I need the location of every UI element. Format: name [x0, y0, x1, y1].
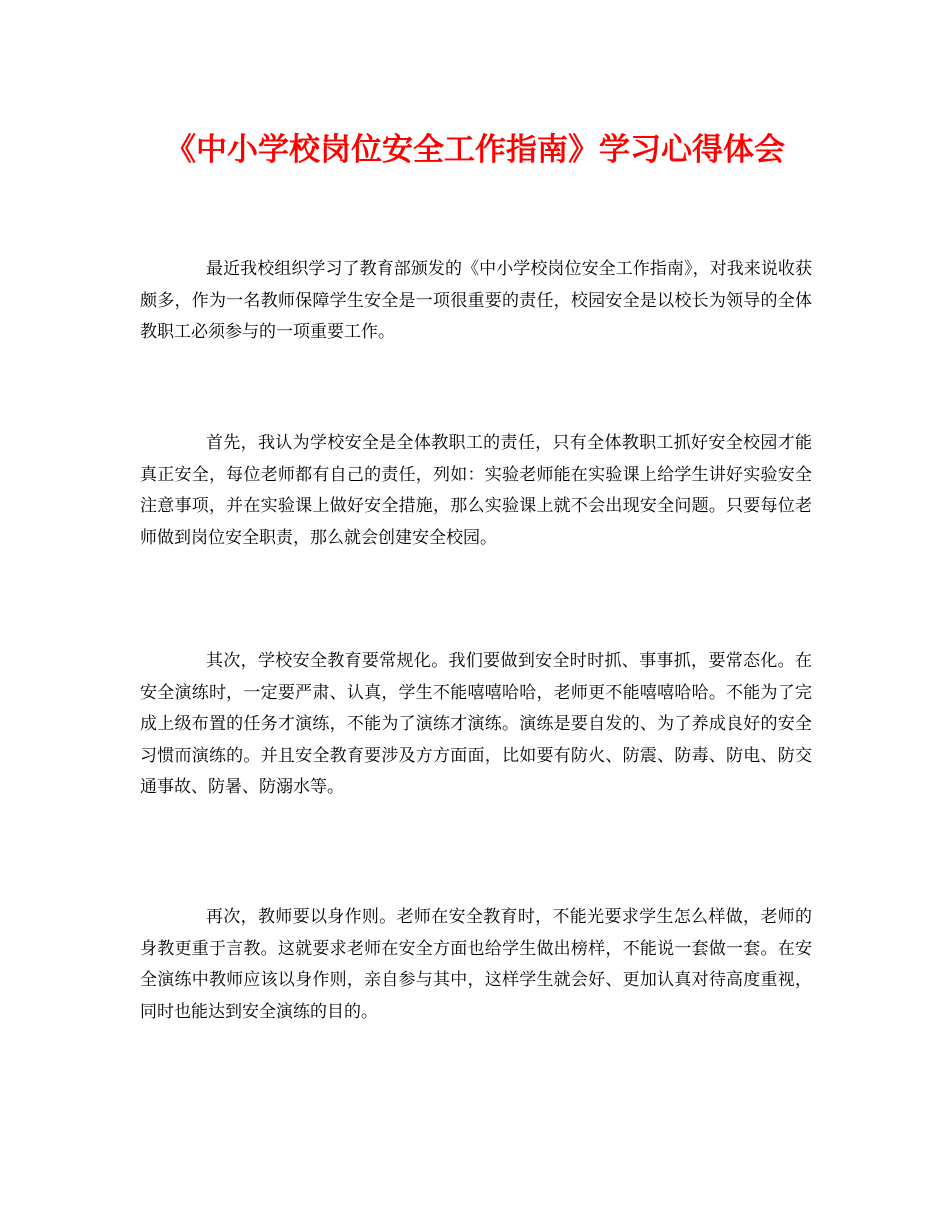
paragraph-intro: 最近我校组织学习了教育部颁发的《中小学校岗位安全工作指南》，对我来说收获颇多，作为一名教师保障学生安全是一项很重要的责任，校园安全是以校长为领导的全体教职工必须参与的一项重要工作。 [140, 259, 812, 342]
paragraph-third: 再次，教师要以身作则。老师在安全教育时，不能光要求学生怎么样做，老师的身教更重于言教。这就要求老师在安全方面也给学生做出榜样，不能说一套做一套。在安全演练中教师应该以身作则，亲自参与其中，这样学生就会好、更加认真对待高度重视，同时也能达到安全演练的目的。 [140, 907, 812, 1022]
paragraph-second: 其次，学校安全教育要常规化。我们要做到安全时时抓、事事抓，要常态化。在安全演练时，一定要严肃、认真，学生不能嘻嘻哈哈，老师更不能嘻嘻哈哈。不能为了完成上级布置的任务才演练，不能为了演练才演练。演练是要自发的、为了养成良好的安全习惯而演练的。并且安全教育要涉及方方面面，比如要有防火、防震、防毒、防电、防交通事故、防暑、防溺水等。 [140, 651, 812, 797]
paragraph-first: 首先，我认为学校安全是全体教职工的责任，只有全体教职工抓好安全校园才能真正安全，每位老师都有自己的责任，列如：实验老师能在实验课上给学生讲好实验安全注意事项，并在实验课上做好安全措施，那么实验课上就不会出现安全问题。只要每位老师做到岗位安全职责，那么就会创建安全校园。 [140, 433, 812, 548]
document-title: 《中小学校岗位安全工作指南》学习心得体会 [165, 132, 785, 168]
